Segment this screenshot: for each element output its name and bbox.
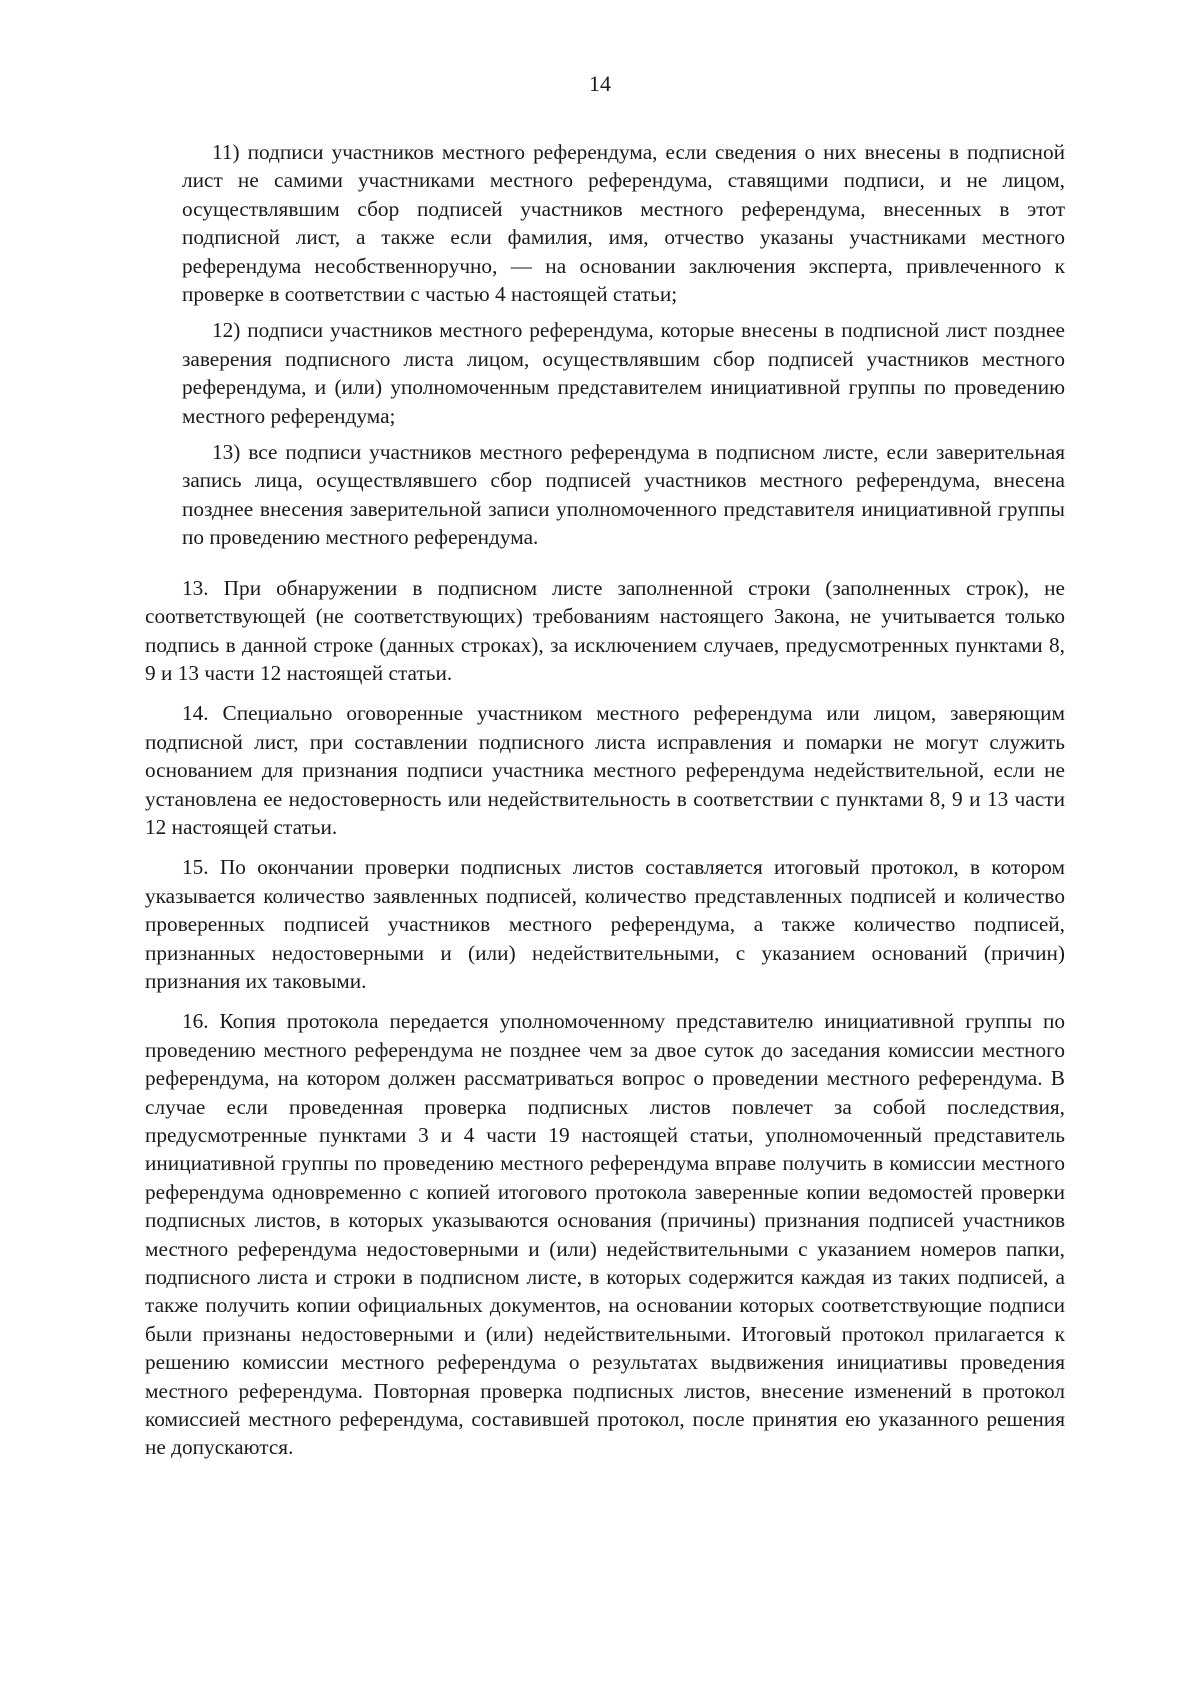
page-number: 14: [589, 71, 611, 96]
paragraph-15: 15. По окончании проверки подписных листов составляется итоговый протокол, в котором указывается количество заявленных подписей, количество представленных подписей и количество проверенных подписей участников местного референдума, а также количество подписей, признанных недостоверными и (или) недействительными, с указанием оснований (причин) признания их таковыми.: [145, 855, 1065, 993]
sub-item-11: 11) подписи участников местного референдума, если сведения о них внесены в подписной лист не самими участниками местного референдума, ставящими подписи, и не лицом, осуществлявшим сбор подписей участников местного референдума, внесенных в этот подписной лист, а также если фамилия, имя, отчество указаны участниками местного референдума несобственноручно, — на основании заключения эксперта, привлеченного к проверке в соответствии с частью 4 настоящей статьи;: [182, 140, 1065, 307]
sub-item-12: 12) подписи участников местного референдума, которые внесены в подписной лист позднее заверения подписного листа лицом, осуществлявшим сбор подписей участников местного референдума, и (или) уполномоченным представителем инициативной группы по проведению местного референдума;: [182, 318, 1065, 428]
paragraph-16: 16. Копия протокола передается уполномоченному представителю инициативной группы по проведению местного референдума не позднее чем за двое суток до заседания комиссии местного референдума, на котором должен рассматриваться вопрос о проведении местного референдума. В случае если проведенная проверка подписных листов повлечет за собой последствия, предусмотренные пунктами 3 и 4 части 19 настоящей статьи, уполномоченный представитель инициативной группы по проведению местного референдума вправе получить в комиссии местного референдума одновременно с копией итогового протокола заверенные копии ведомостей проверки подписных листов, в которых указываются основания (причины) признания подписей участников местного референдума недостоверными и (или) недействительными с указанием номеров папки, подписного листа и строки в подписном листе, в которых содержится каждая из таких подписей, а также получить копии официальных документов, на основании которых соответствующие подписи были признаны недостоверными и (или) недействительными. Итоговый протокол прилагается к решению комиссии местного референдума о результатах выдвижения инициативы проведения местного референдума. Повторная проверка подписных листов, внесение изменений в протокол комиссией местного референдума, составившей протокол, после принятия ею указанного решения не допускаются.: [145, 1009, 1065, 1460]
document-body: [145, 138, 1065, 1474]
paragraph-13: 13. При обнаружении в подписном листе заполненной строки (заполненных строк), не соответствующей (не соответствующих) требованиям настоящего Закона, не учитывается только подпись в данной строке (данных строках), за исключением случаев, предусмотренных пунктами 8, 9 и 13 части 12 настоящей статьи.: [145, 575, 1065, 685]
sub-item-list: [182, 138, 1065, 552]
paragraph-14: 14. Специально оговоренные участником местного референдума или лицом, заверяющим подписной лист, при составлении подписного листа исправления и помарки не могут служить основанием для признания подписи участника местного референдума недействительной, если не установлена ее недостоверность или недействительность в соответствии с пунктами 8, 9 и 13 части 12 настоящей статьи.: [145, 701, 1065, 839]
sub-item-13: 13) все подписи участников местного референдума в подписном листе, если заверительная запись лица, осуществлявшего сбор подписей участников местного референдума, внесена позднее внесения заверительной записи уполномоченного представителя инициативной группы по проведению местного референдума.: [182, 440, 1065, 550]
